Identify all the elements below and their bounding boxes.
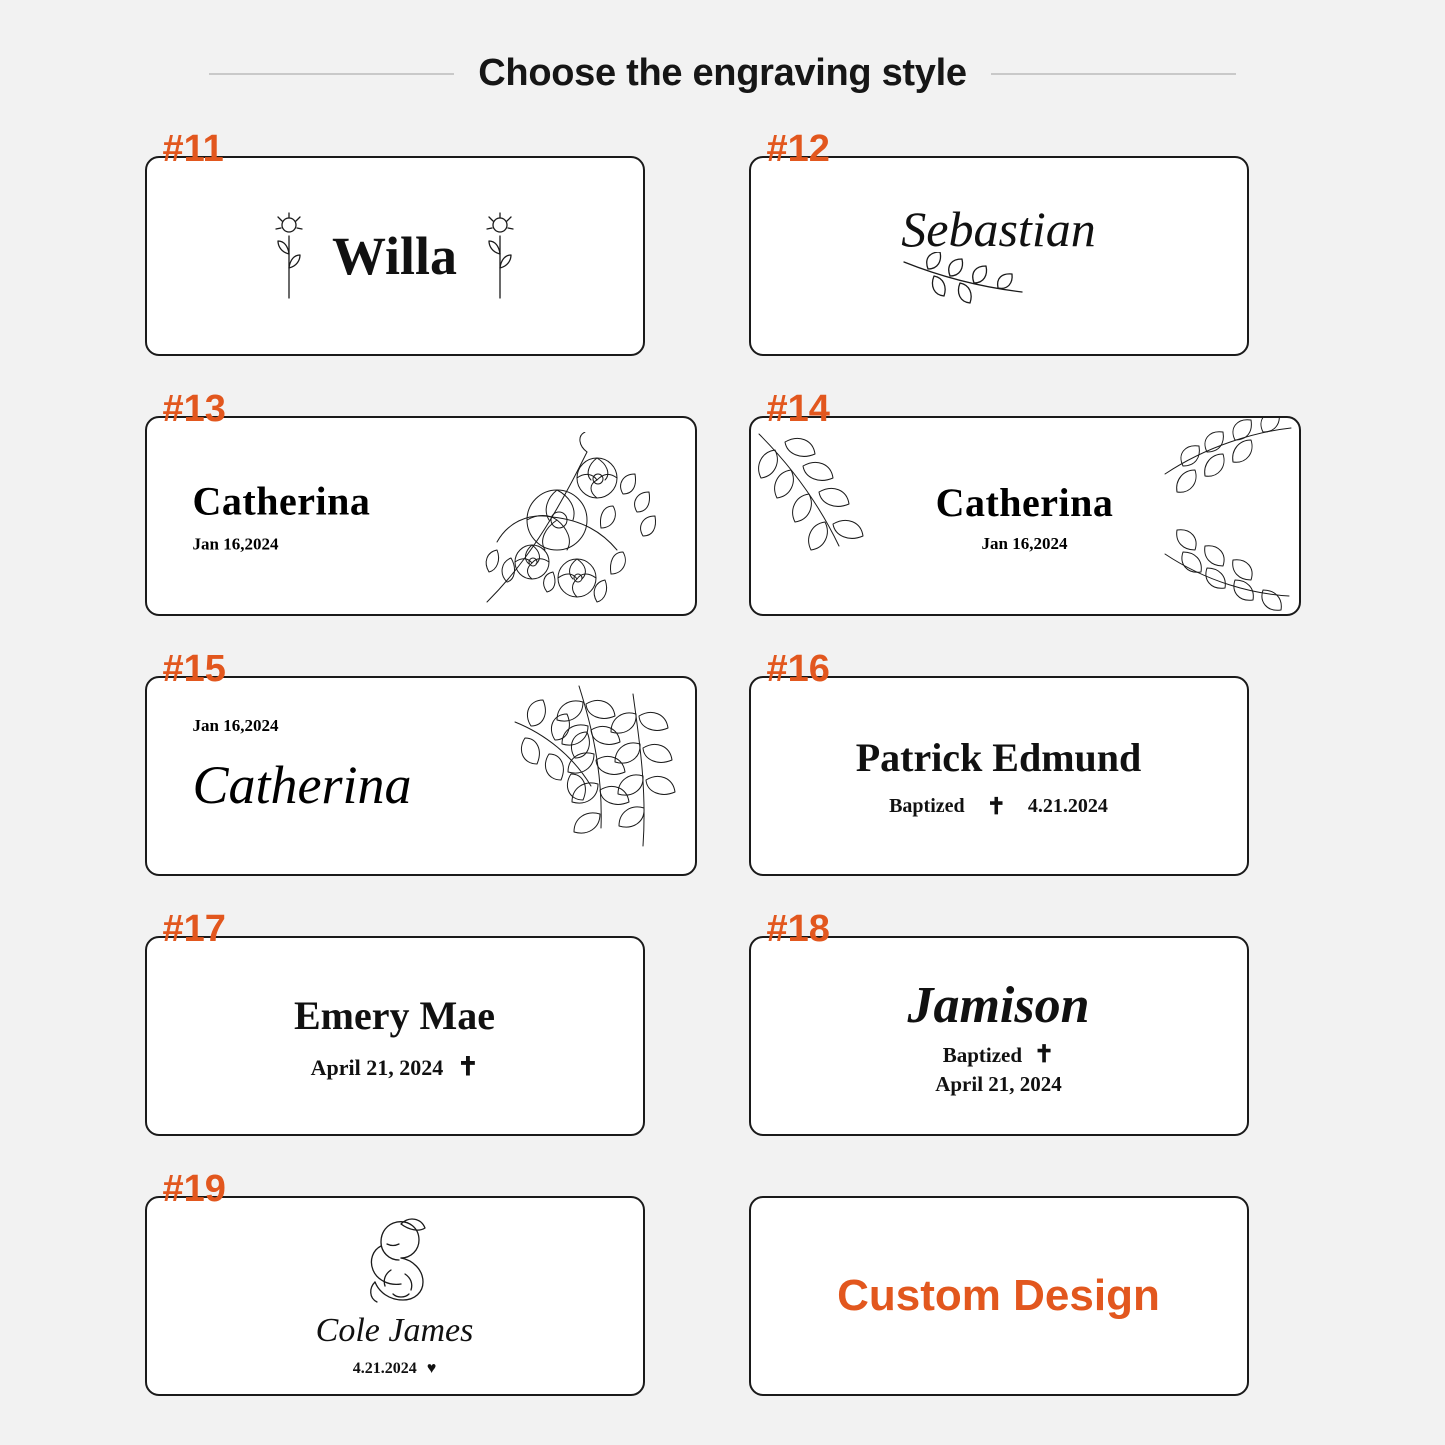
style-badge-12: #12 xyxy=(766,128,830,170)
cross-icon: ✝ xyxy=(457,1052,479,1081)
engraving-date-18: April 21, 2024 xyxy=(935,1071,1062,1096)
engraving-date-13: Jan 16,2024 xyxy=(192,534,279,554)
style-card-13[interactable] xyxy=(145,416,697,616)
style-cell-18 xyxy=(749,900,1301,1136)
style-cell-14 xyxy=(749,380,1301,616)
engraving-preview-12 xyxy=(751,158,1247,354)
style-card-19[interactable] xyxy=(145,1196,645,1396)
style-badge-15: #15 xyxy=(162,648,226,690)
style-card-17[interactable] xyxy=(145,936,645,1136)
cross-icon: ✝ xyxy=(986,794,1006,819)
engraving-name-11: Willa xyxy=(331,226,458,286)
engraving-preview-14 xyxy=(751,418,1299,614)
style-card-12[interactable] xyxy=(749,156,1249,356)
engraving-preview-17 xyxy=(147,938,643,1134)
style-badge-17: #17 xyxy=(162,908,226,950)
header-rule-left xyxy=(209,73,454,75)
engraving-name-14: Catherina xyxy=(935,479,1114,525)
engraving-preview-19 xyxy=(147,1198,643,1394)
baptized-label-16: Baptized xyxy=(889,795,965,817)
style-cell-16 xyxy=(749,640,1301,876)
style-badge-19: #19 xyxy=(162,1168,226,1210)
style-card-custom[interactable] xyxy=(749,1196,1249,1396)
engraving-name-19: Cole James xyxy=(315,1312,474,1349)
engraving-name-18: Jamison xyxy=(907,976,1090,1034)
cross-icon: ✝ xyxy=(1034,1040,1055,1068)
style-cell-19 xyxy=(145,1160,697,1396)
style-card-14[interactable] xyxy=(749,416,1301,616)
engraving-date-19: 4.21.2024 xyxy=(352,1360,417,1377)
style-badge-13: #13 xyxy=(162,388,226,430)
flower-stem-icon xyxy=(483,210,517,302)
style-cell-11 xyxy=(145,120,697,356)
heart-icon: ♥ xyxy=(426,1360,437,1377)
engraving-name-17: Emery Mae xyxy=(293,992,495,1038)
custom-design-label: Custom Design xyxy=(837,1271,1160,1320)
sleeping-baby-icon xyxy=(335,1214,455,1306)
style-grid xyxy=(0,120,1445,1396)
engraving-date-16: 4.21.2024 xyxy=(1027,795,1108,817)
engraving-preview-18 xyxy=(751,938,1247,1134)
style-badge-14: #14 xyxy=(766,388,830,430)
style-cell-custom xyxy=(749,1160,1301,1396)
style-badge-18: #18 xyxy=(766,908,830,950)
style-cell-17 xyxy=(145,900,697,1136)
style-badge-11: #11 xyxy=(162,128,224,170)
engraving-preview-11 xyxy=(147,158,643,354)
style-card-11[interactable] xyxy=(145,156,645,356)
engraving-date-14: Jan 16,2024 xyxy=(981,533,1068,553)
page-header xyxy=(0,52,1445,95)
style-card-15[interactable] xyxy=(145,676,697,876)
style-card-16[interactable] xyxy=(749,676,1249,876)
engraving-date-17: April 21, 2024 xyxy=(310,1054,444,1080)
header-rule-right xyxy=(991,73,1236,75)
engraving-preview-16 xyxy=(751,678,1247,874)
engraving-preview-15 xyxy=(193,716,412,816)
style-card-18[interactable] xyxy=(749,936,1249,1136)
style-cell-15 xyxy=(145,640,697,876)
baptized-label-18: Baptized xyxy=(942,1042,1023,1067)
style-badge-16: #16 xyxy=(766,648,830,690)
engraving-date-15: Jan 16,2024 xyxy=(192,716,279,735)
style-cell-12 xyxy=(749,120,1301,356)
page-title: Choose the engraving style xyxy=(478,52,967,94)
engraving-name-13: Catherina xyxy=(192,478,371,524)
engraving-name-15: Catherina xyxy=(192,755,412,815)
flower-stem-icon xyxy=(272,210,306,302)
leaf-sprig-icon xyxy=(894,252,1044,312)
style-cell-13 xyxy=(145,380,697,616)
engraving-name-16: Patrick Edmund xyxy=(855,735,1142,780)
engraving-preview-13 xyxy=(193,478,371,555)
engraving-name-12: Sebastian xyxy=(901,201,1096,257)
leafy-branch-icon xyxy=(395,678,695,876)
floral-bouquet-icon xyxy=(427,432,687,616)
